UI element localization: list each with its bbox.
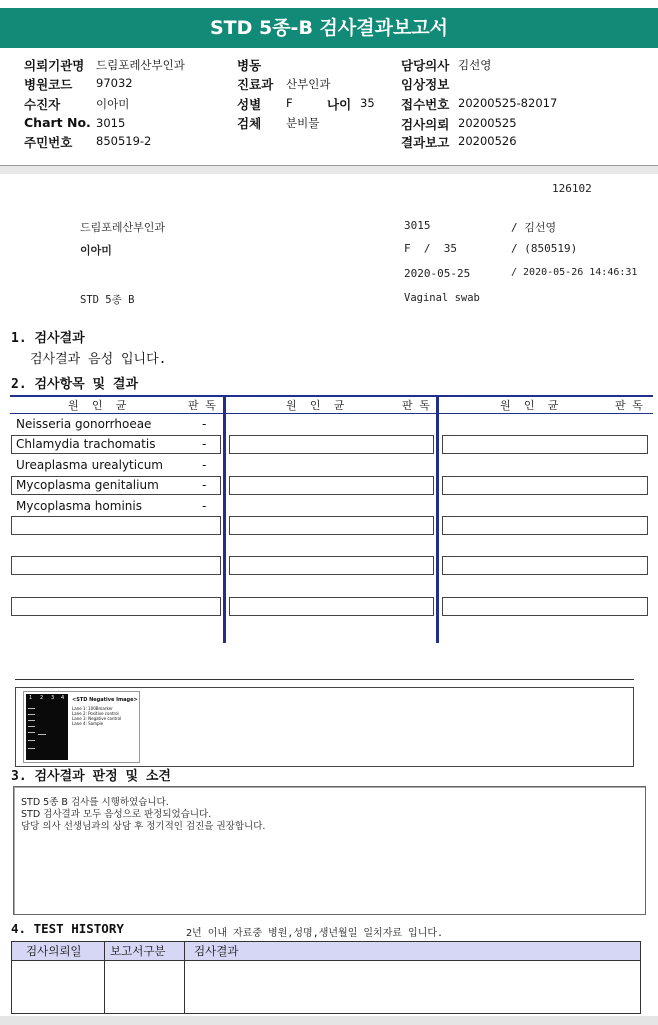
history-column-divider — [184, 942, 185, 1013]
col-header-judge: 판 독 — [615, 399, 643, 412]
table-cell — [11, 516, 221, 535]
table-cell — [11, 597, 221, 616]
lane-number: 4 — [61, 695, 65, 701]
separator-band — [0, 166, 658, 174]
institution-label: 의뢰기관명 — [24, 58, 85, 73]
examinee-value: 이아미 — [96, 97, 130, 111]
hospital-code-label: 병원코드 — [24, 77, 73, 92]
gel-band — [38, 734, 46, 735]
col-header-judge: 판 독 — [402, 399, 430, 412]
table-cell — [229, 435, 434, 454]
table-cell — [229, 476, 434, 495]
report-header — [0, 0, 658, 166]
info-report-datetime: / 2020-05-26 14:46:31 — [511, 267, 638, 278]
gel-lane-desc: Lane 2: Positive control — [72, 711, 119, 716]
table-cell — [442, 556, 648, 575]
history-col-request-date: 검사의뢰일 — [26, 944, 82, 958]
history-table — [11, 941, 641, 1014]
lane-number: 2 — [40, 695, 44, 701]
info-specimen: Vaginal swab — [404, 292, 480, 304]
gel-band — [28, 726, 35, 727]
gel-lanes — [26, 694, 68, 760]
organism-judge: - — [202, 478, 207, 492]
findings-line: STD 5종 B 검사를 시행하였습니다. — [21, 797, 169, 808]
section1-result-text: 검사결과 음성 입니다. — [30, 352, 167, 367]
divider-line — [15, 679, 634, 680]
gel-lane-desc: Lane 3: Negative control — [72, 716, 122, 721]
dept-label: 진료과 — [237, 77, 274, 92]
info-test-name: STD 5종 B — [80, 294, 135, 306]
section2-title: 2. 검사항목 및 결과 — [11, 377, 139, 392]
institution-value: 드림포레산부인과 — [96, 58, 185, 72]
gel-band — [28, 708, 35, 709]
organism-name: Neisseria gonorrhoeae — [16, 417, 152, 431]
table-cell — [442, 516, 648, 535]
report-date-value: 20200526 — [458, 134, 517, 148]
sex-value: F — [286, 96, 293, 110]
lane-number: 1 — [29, 695, 33, 701]
specimen-label: 검체 — [237, 116, 262, 131]
request-date-label: 검사의뢰 — [401, 117, 450, 132]
age-label: 나이 — [327, 97, 352, 112]
report-id: 126102 — [552, 182, 592, 195]
bottom-band — [0, 1016, 658, 1025]
table-cell — [229, 597, 434, 616]
table-header-border — [10, 413, 653, 414]
sex-label: 성별 — [237, 97, 262, 112]
section3-title: 3. 검사결과 판정 및 소견 — [11, 769, 171, 784]
chart-no-label: Chart No. — [24, 115, 91, 130]
history-note: 2년 이내 자료중 병원,성명,생년월일 일치자료 입니다. — [186, 928, 444, 939]
organism-name: Ureaplasma urealyticum — [16, 458, 163, 472]
ward-label: 병동 — [237, 58, 262, 73]
request-date-value: 20200525 — [458, 116, 517, 130]
info-patient: 이아미 — [80, 244, 112, 257]
organism-judge: - — [202, 458, 207, 472]
hospital-code-value: 97032 — [96, 76, 133, 90]
organism-name: Mycoplasma genitalium — [16, 478, 159, 492]
findings-line: STD 검사결과 모두 음성으로 판정되었습니다. — [21, 809, 212, 820]
chart-no-value: 3015 — [96, 116, 126, 130]
history-column-divider — [104, 942, 105, 1013]
organism-judge: - — [202, 437, 207, 451]
organism-judge: - — [202, 499, 207, 513]
info-doctor: / 김선영 — [511, 221, 557, 234]
gel-image-box — [15, 687, 634, 767]
resident-no-label: 주민번호 — [24, 135, 73, 150]
organism-name: Chlamydia trachomatis — [16, 437, 156, 451]
history-col-result: 검사결과 — [194, 944, 239, 958]
examinee-label: 수진자 — [24, 97, 61, 112]
lane-number: 3 — [51, 695, 55, 701]
table-cell — [229, 556, 434, 575]
gel-band — [28, 740, 35, 741]
organism-judge: - — [202, 417, 207, 431]
gel-band — [28, 720, 35, 721]
specimen-value: 분비물 — [286, 116, 320, 130]
clinical-info-label: 임상정보 — [401, 77, 450, 92]
table-cell — [229, 516, 434, 535]
resident-no-value: 850519-2 — [96, 134, 152, 148]
table-cell — [442, 435, 648, 454]
gel-band — [28, 748, 35, 749]
report-title: STD 5종-B 검사결과보고서 — [0, 8, 658, 48]
col-header-organism: 원 인 균 — [286, 399, 345, 412]
table-cell — [442, 597, 648, 616]
age-value: 35 — [360, 96, 375, 110]
info-sex-age: F / 35 — [404, 242, 457, 255]
report-date-label: 결과보고 — [401, 135, 450, 150]
dept-value: 산부인과 — [286, 77, 331, 91]
info-request-date: 2020-05-25 — [404, 267, 471, 280]
gel-band — [28, 714, 35, 715]
history-col-report-type: 보고서구분 — [110, 944, 166, 958]
gel-image — [23, 691, 140, 763]
findings-box — [13, 786, 646, 915]
section1-title: 1. 검사결과 — [11, 331, 85, 346]
table-column-divider — [436, 395, 439, 643]
receipt-no-value: 20200525-82017 — [458, 96, 558, 110]
col-header-organism: 원 인 균 — [68, 399, 127, 412]
gel-title: <STD Negative Image> — [72, 697, 138, 703]
table-cell — [11, 556, 221, 575]
table-cell — [442, 476, 648, 495]
section4-title: 4. TEST HISTORY — [11, 921, 124, 936]
doctor-value: 김선영 — [458, 58, 492, 72]
doctor-label: 담당의사 — [401, 58, 450, 73]
gel-lane-desc: Lane 1: 100Bmarker — [72, 706, 113, 711]
info-birth: / (850519) — [511, 242, 578, 255]
organism-name: Mycoplasma hominis — [16, 499, 142, 513]
receipt-no-label: 접수번호 — [401, 97, 450, 112]
history-table-header — [12, 942, 640, 961]
gel-lane-desc: Lane 4: Sample — [72, 721, 104, 726]
col-header-judge: 판 독 — [188, 399, 216, 412]
col-header-organism: 원 인 균 — [500, 399, 559, 412]
findings-line: 담당 의사 선생님과의 상담 후 정기적인 검진을 권장합니다. — [21, 821, 266, 832]
info-institution: 드림포레산부인과 — [80, 221, 166, 234]
info-chart-no: 3015 — [404, 219, 431, 232]
table-column-divider — [223, 395, 226, 643]
gel-band — [28, 732, 35, 733]
